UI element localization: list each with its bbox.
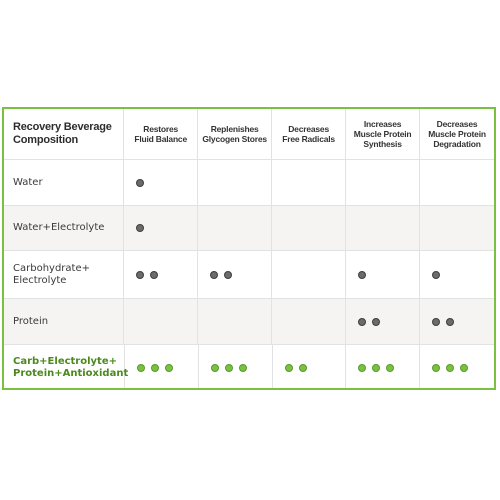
rating-cell xyxy=(346,251,420,298)
row-label-cell xyxy=(4,299,124,344)
column-header: Increases Muscle Protein Synthesis xyxy=(346,109,420,159)
table-header-row xyxy=(4,109,494,159)
column-header: Restores Fluid Balance xyxy=(124,109,198,159)
rating-dot xyxy=(165,364,173,372)
row-label: Water+Electrolyte xyxy=(13,222,105,233)
rating-dot xyxy=(210,271,218,279)
row-label: Water xyxy=(13,176,43,188)
rating-dot xyxy=(136,179,144,187)
rating-dot xyxy=(137,364,145,372)
rating-cell xyxy=(124,160,198,205)
rating-dot xyxy=(211,364,219,372)
rating-dot xyxy=(285,364,293,372)
rating-cell xyxy=(124,251,198,298)
rating-dot xyxy=(432,271,440,279)
row-label-cell xyxy=(4,251,124,298)
rating-dot xyxy=(136,271,144,279)
rating-dot xyxy=(151,364,159,372)
rating-dot xyxy=(446,318,454,326)
rating-dot xyxy=(358,271,366,279)
rating-cell xyxy=(272,206,346,250)
rating-cell xyxy=(346,299,420,344)
row-label: Carbohydrate+ Electrolyte xyxy=(13,262,90,286)
rating-dot xyxy=(432,364,440,372)
column-header: Decreases Free Radicals xyxy=(272,109,346,159)
table-row xyxy=(4,159,494,205)
column-header: Decreases Muscle Protein Degradation xyxy=(428,119,486,149)
rating-cell xyxy=(198,160,272,205)
table-row xyxy=(4,250,494,298)
rating-cell xyxy=(420,206,494,250)
rating-cell xyxy=(272,251,346,298)
row-label-cell xyxy=(4,160,124,205)
rating-dot xyxy=(358,318,366,326)
rating-cell xyxy=(346,160,420,205)
rating-cell xyxy=(346,206,420,250)
rating-dot xyxy=(372,364,380,372)
rating-dot xyxy=(446,364,454,372)
rating-cell xyxy=(198,299,272,344)
rating-dot xyxy=(299,364,307,372)
rating-cell xyxy=(198,251,272,298)
rating-cell xyxy=(420,251,494,298)
rating-cell xyxy=(272,299,346,344)
rating-dot xyxy=(136,224,144,232)
table-row xyxy=(4,298,494,344)
rating-cell xyxy=(420,299,494,344)
rating-dot xyxy=(460,364,468,372)
table-row xyxy=(4,205,494,250)
rating-dot xyxy=(386,364,394,372)
rating-cell xyxy=(198,206,272,250)
rating-dot xyxy=(372,318,380,326)
rating-dot xyxy=(358,364,366,372)
rating-cell xyxy=(273,345,347,390)
column-header: Replenishes Glycogen Stores xyxy=(198,109,272,159)
rating-cell xyxy=(346,345,420,390)
rating-cell xyxy=(125,345,199,390)
row-label: Protein xyxy=(13,315,49,327)
table-title: Recovery Beverage Composition xyxy=(13,121,112,146)
rating-dot xyxy=(239,364,247,372)
rating-cell xyxy=(199,345,273,390)
rating-dot xyxy=(224,271,232,279)
rating-cell xyxy=(124,299,198,344)
rating-dot xyxy=(432,318,440,326)
recovery-beverage-table xyxy=(2,107,496,390)
row-label: Carb+Electrolyte+ Protein+Antioxidant xyxy=(13,355,129,379)
rating-cell xyxy=(272,160,346,205)
table-row xyxy=(4,344,494,390)
rating-cell xyxy=(124,206,198,250)
rating-dot xyxy=(150,271,158,279)
rating-cell xyxy=(420,345,494,390)
rating-cell xyxy=(420,160,494,205)
row-label-cell xyxy=(4,345,129,390)
row-label-cell xyxy=(4,206,124,250)
header-title-cell xyxy=(4,109,124,159)
rating-dot xyxy=(225,364,233,372)
